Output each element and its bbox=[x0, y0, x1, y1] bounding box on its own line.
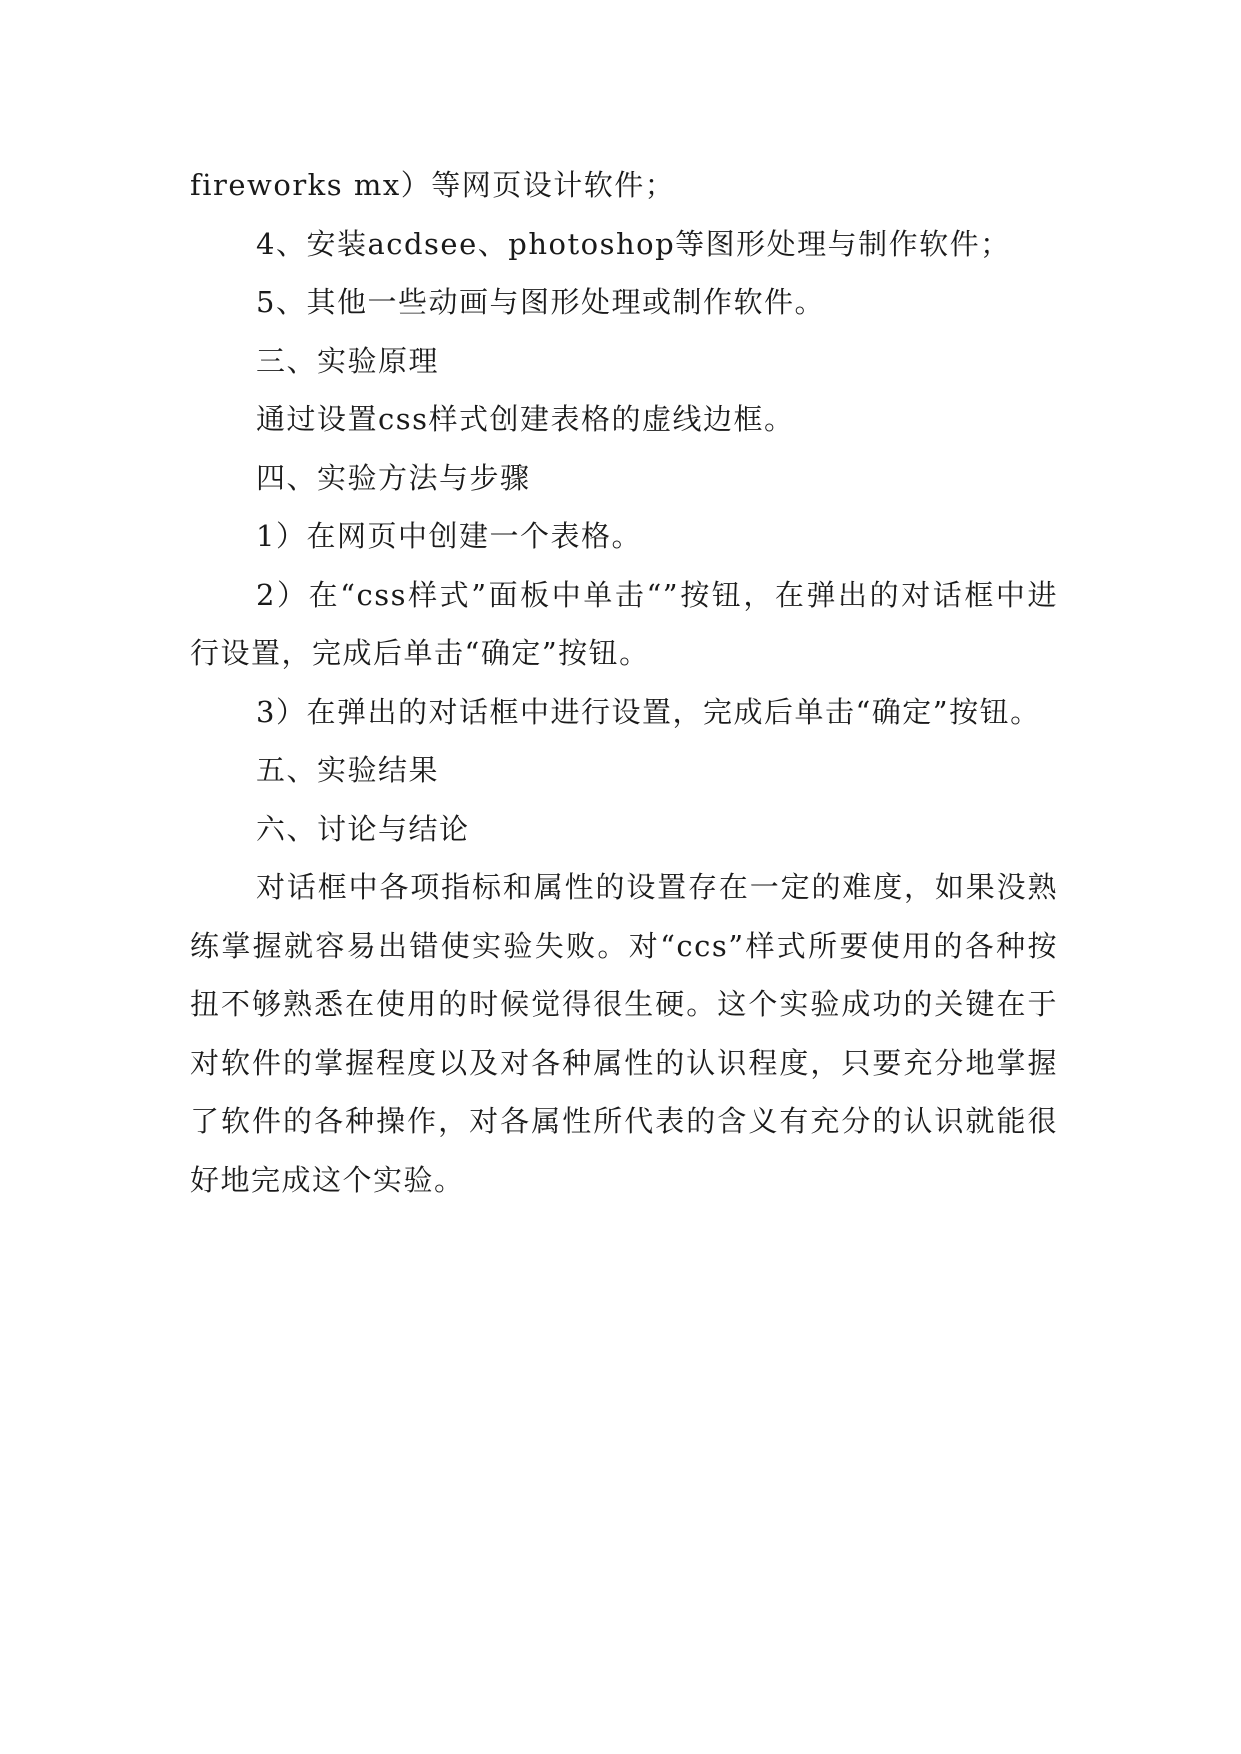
paragraph-item-5: 5、其他一些动画与图形处理或制作软件。 bbox=[256, 285, 825, 319]
paragraph-step-3: 3）在弹出的对话框中进行设置，完成后单击“确定”按钮。 bbox=[256, 694, 1041, 729]
paragraph-conclusion: 对话框中各项指标和属性的设置存在一定的难度，如果没熟练掌握就容易出错使实验失败。对“ccs”样式所要使用的各种按扭不够熟悉在使用的时候觉得很生硬。这个实验成功的关键在于对软件的掌握程度以及对各种属性的认识程度，只要充分地掌握了软件的各种操作，对各属性所代表的含义有充分的认识就能很好地完成这个实验。 bbox=[190, 870, 1058, 1197]
paragraph-item-4: 4、安装acdsee、photoshop等图形处理与制作软件； bbox=[256, 226, 1011, 261]
paragraph-step-2: 2）在“css样式”面板中单击“”按钮，在弹出的对话框中进行设置，完成后单击“确定”按钮。 bbox=[190, 577, 1058, 670]
document-body bbox=[190, 156, 1058, 1209]
paragraph-continuation: fireworks mx）等网页设计软件； bbox=[190, 168, 676, 202]
section-heading-discussion: 六、讨论与结论 bbox=[256, 811, 470, 846]
paragraph-principle: 通过设置css样式创建表格的虚线边框。 bbox=[256, 402, 795, 436]
section-heading-principle: 三、实验原理 bbox=[256, 343, 440, 378]
section-heading-method: 四、实验方法与步骤 bbox=[256, 460, 531, 495]
section-heading-result: 五、实验结果 bbox=[256, 753, 440, 787]
paragraph-step-1: 1）在网页中创建一个表格。 bbox=[256, 519, 642, 553]
